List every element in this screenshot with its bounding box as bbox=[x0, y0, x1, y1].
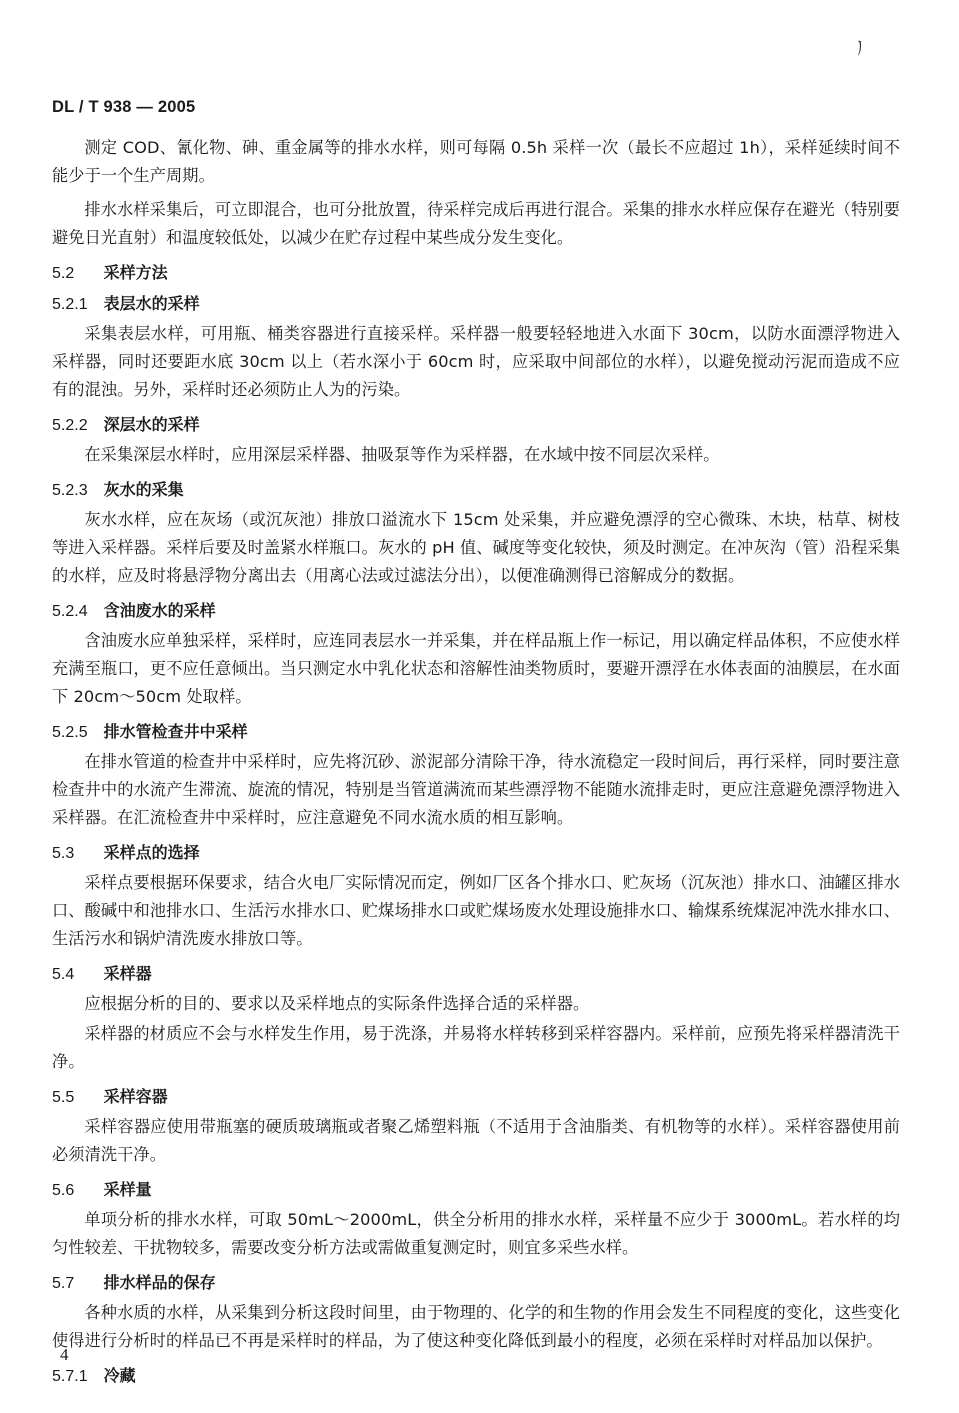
section-heading-5-2-2 bbox=[52, 410, 900, 441]
section-number: 5.2.3 bbox=[52, 482, 88, 499]
paragraph: 应根据分析的目的、要求以及采样地点的实际条件选择合适的采样器。 bbox=[84, 994, 590, 1013]
section-heading-5-7 bbox=[52, 1268, 900, 1299]
section-heading-5-2-4 bbox=[52, 596, 900, 627]
section-heading-5-3 bbox=[52, 838, 900, 869]
paragraph: 灰水水样，应在灰场（或沉灰池）排放口溢流水下 15cm 处采集，并应避免漂浮的空心微珠、木块，枯草、树枝等进入采样器。采样后要及时盖紧水样瓶口。灰水的 pH 值、碱度等变化较快，须及时测定。在冲灰沟（管）沿程采集的水样，应及时将悬浮物分离出去（用离心法或过滤法分出），以便准确测得已溶解成分的数据。 bbox=[52, 510, 900, 585]
section-heading-5-2 bbox=[52, 258, 900, 289]
paragraph: 单项分析的排水水样，可取 50mL～2000mL，供全分析用的排水水样，采样量不应少于 3000mL。若水样的均匀性较差、干扰物较多，需要改变分析方法或需做重复测定时，则宜多采些水样。 bbox=[52, 1210, 900, 1257]
section-heading-5-7-1 bbox=[52, 1361, 900, 1392]
paragraph: 在采集深层水样时，应用深层采样器、抽吸泵等作为采样器，在水域中按不同层次采样。 bbox=[84, 445, 720, 464]
section-number: 5.2.5 bbox=[52, 724, 88, 741]
section-heading-5-2-3 bbox=[52, 475, 900, 506]
paragraph: 采样器的材质应不会与水样发生作用，易于洗涤，并易将水样转移到采样容器内。采样前，应预先将采样器清洗干净。 bbox=[52, 1024, 900, 1071]
section-number: 5.2.1 bbox=[52, 296, 88, 313]
section-heading-5-2-5 bbox=[52, 717, 900, 748]
section-heading-5-4 bbox=[52, 959, 900, 990]
section-title: 采样方法 bbox=[103, 263, 168, 282]
paragraph: 采样容器应使用带瓶塞的硬质玻璃瓶或者聚乙烯塑料瓶（不适用于含油脂类、有机物等的水样）。采样容器使用前必须清洗干净。 bbox=[52, 1117, 900, 1164]
section-title: 冷藏 bbox=[103, 1366, 136, 1385]
section-number: 5.6 bbox=[52, 1182, 75, 1199]
section-title: 排水样品的保存 bbox=[103, 1273, 216, 1292]
section-heading-5-6 bbox=[52, 1175, 900, 1206]
corner-mark: ﾉ bbox=[852, 37, 868, 60]
section-title: 灰水的采集 bbox=[103, 480, 184, 499]
section-number: 5.5 bbox=[52, 1089, 75, 1106]
section-title: 采样容器 bbox=[103, 1087, 168, 1106]
section-heading-5-2-1 bbox=[52, 289, 900, 320]
paragraph: 采样点要根据环保要求，结合火电厂实际情况而定，例如厂区各个排水口、贮灰场（沉灰池）排水口、油罐区排水口、酸碱中和池排水口、生活污水排水口、贮煤场排水口或贮煤场废水处理设施排水口、输煤系统煤泥冲洗水排水口、生活污水和锅炉清洗废水排放口等。 bbox=[52, 873, 900, 948]
section-number: 5.7 bbox=[52, 1275, 75, 1292]
section-number: 5.4 bbox=[52, 966, 75, 983]
section-title: 排水管检查井中采样 bbox=[103, 722, 248, 741]
section-title: 采样点的选择 bbox=[103, 843, 200, 862]
paragraph: 在排水管道的检查井中采样时，应先将沉砂、淤泥部分清除干净，待水流稳定一段时间后，再行采样，同时要注意检查井中的水流产生滞流、旋流的情况，特别是当管道满流而某些漂浮物不能随水流排走时，更应注意避免漂浮物进入采样器。在汇流检查井中采样时，应注意避免不同水流水质的相互影响。 bbox=[52, 752, 900, 827]
paragraph: 含油废水应单独采样，采样时，应连同表层水一并采集，并在样品瓶上作一标记，用以确定样品体积，不应使水样充满至瓶口，更不应任意倾出。当只测定水中乳化状态和溶解性油类物质时，要避开漂浮在水体表面的油膜层，在水面下 20cm～50cm 处取样。 bbox=[52, 631, 900, 706]
section-number: 5.2.4 bbox=[52, 603, 88, 620]
document-code: DL / T 938 — 2005 bbox=[52, 98, 196, 116]
section-heading-5-5 bbox=[52, 1082, 900, 1113]
section-title: 采样器 bbox=[103, 964, 152, 983]
section-number: 5.2 bbox=[52, 265, 75, 282]
section-title: 表层水的采样 bbox=[103, 294, 200, 313]
paragraph: 各种水质的水样，从采集到分析这段时间里，由于物理的、化学的和生物的作用会发生不同程度的变化，这些变化使得进行分析时的样品已不再是采样时的样品，为了使这种变化降低到最小的程度，必须在采样时对样品加以保护。 bbox=[52, 1303, 900, 1350]
section-number: 5.2.2 bbox=[52, 417, 88, 434]
document-body bbox=[52, 134, 900, 1392]
paragraph: 采集表层水样，可用瓶、桶类容器进行直接采样。采样器一般要轻轻地进入水面下 30cm，以防水面漂浮物进入采样器，同时还要距水底 30cm 以上（若水深小于 60cm 时，应采取中间部位的水样），以避免搅动污泥而造成不应有的混浊。另外，采样时还必须防止人为的污染。 bbox=[52, 324, 900, 399]
section-number: 5.7.1 bbox=[52, 1368, 88, 1385]
paragraph: 测定 COD、氰化物、砷、重金属等的排水水样，则可每隔 0.5h 采样一次（最长不应超过 1h），采样延续时间不能少于一个生产周期。 bbox=[52, 138, 900, 185]
section-number: 5.3 bbox=[52, 845, 75, 862]
section-title: 采样量 bbox=[103, 1180, 152, 1199]
section-title: 深层水的采样 bbox=[103, 415, 200, 434]
page-number: 4 bbox=[60, 1345, 69, 1364]
section-title: 含油废水的采样 bbox=[103, 601, 216, 620]
paragraph: 排水水样采集后，可立即混合，也可分批放置，待采样完成后再进行混合。采集的排水水样应保存在避光（特别要避免日光直射）和温度较低处，以减少在贮存过程中某些成分发生变化。 bbox=[52, 200, 900, 247]
